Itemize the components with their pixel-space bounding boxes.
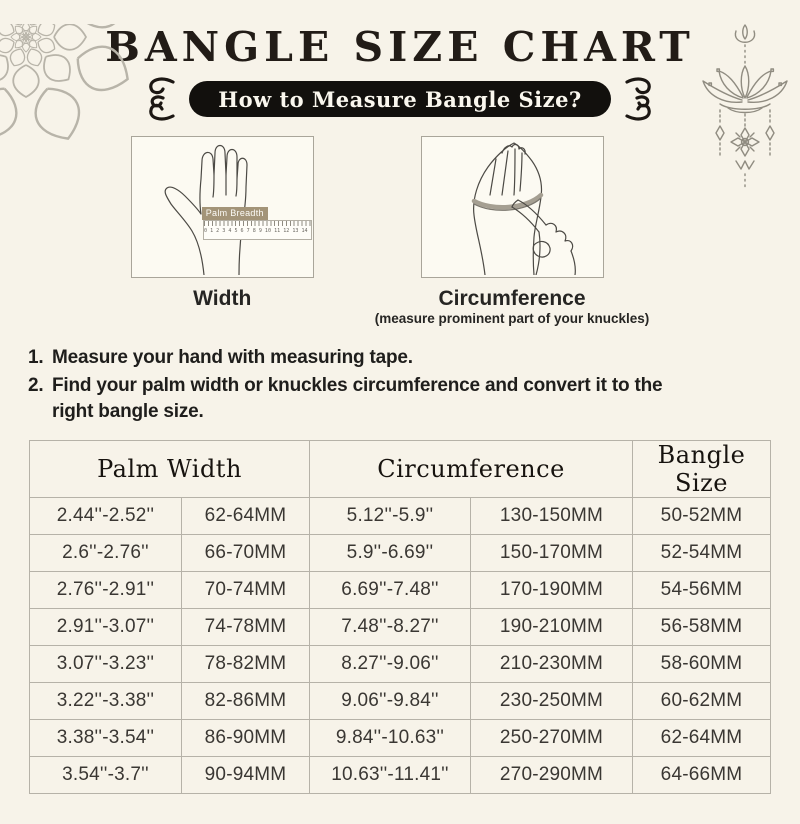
table-row [29,720,770,757]
bangle-size: 56-58MM [633,609,771,646]
bangle-size: 60-62MM [633,683,771,720]
table-row [29,683,770,720]
width-caption: Width [193,287,252,310]
instruction-2-number: 2. [28,375,44,396]
bangle-size: 54-56MM [633,572,771,609]
palm-width-mm: 74-78MM [181,609,309,646]
circumference-note: (measure prominent part of your knuckles) [374,311,650,326]
palm-width-in: 2.91''-3.07'' [29,609,181,646]
palm-breadth-label: Palm Breadth [202,207,268,220]
palm-width-in: 2.44''-2.52'' [29,498,181,535]
instruction-1-text: Measure your hand with measuring tape. [52,347,413,368]
palm-width-mm: 86-90MM [181,720,309,757]
palm-width-in: 3.22''-3.38'' [29,683,181,720]
circumference-mm: 210-230MM [471,646,633,683]
pinched-hand-measuring-icon [422,137,601,275]
instructions [28,345,800,425]
width-illustration [131,136,314,278]
circumference-mm: 270-290MM [471,757,633,794]
palm-width-mm: 70-74MM [181,572,309,609]
circumference-mm: 230-250MM [471,683,633,720]
palm-width-mm: 82-86MM [181,683,309,720]
bangle-size: 62-64MM [633,720,771,757]
header-bangle-size: Bangle Size [633,441,771,498]
hand-palm-icon [132,137,311,275]
lotus-hanging-ornament-icon [690,24,800,192]
bangle-size-chart-infographic [0,24,800,824]
table-row [29,572,770,609]
header-palm-width: Palm Width [29,441,309,498]
table-row [29,757,770,794]
circumference-figure-column [375,136,650,327]
circumference-in: 9.84''-10.63'' [310,720,471,757]
circumference-mm: 250-270MM [471,720,633,757]
flourish-squiggle-right-icon [624,77,656,121]
flourish-squiggle-left-icon [144,77,176,121]
circumference-in: 6.69''-7.48'' [310,572,471,609]
circumference-mm: 130-150MM [471,498,633,535]
instruction-2 [28,373,800,425]
circumference-mm: 170-190MM [471,572,633,609]
bangle-size: 58-60MM [633,646,771,683]
palm-width-in: 2.76''-2.91'' [29,572,181,609]
mandala-flower-icon [0,24,135,169]
circumference-caption: Circumference [438,287,586,310]
table-row [29,646,770,683]
circumference-mm: 150-170MM [471,535,633,572]
bangle-size-table [29,440,771,794]
instruction-1 [28,345,800,371]
palm-width-mm: 90-94MM [181,757,309,794]
palm-width-mm: 78-82MM [181,646,309,683]
circumference-in: 9.06''-9.84'' [310,683,471,720]
bangle-size: 52-54MM [633,535,771,572]
instruction-2-text: Find your palm width or knuckles circumference and convert it to the right bangle size. [52,375,663,422]
ruler-numbers: 0 1 2 3 4 5 6 7 8 9 10 11 12 13 14 [203,228,308,234]
ruler [203,220,312,240]
banner-label: How to Measure Bangle Size? [218,86,582,112]
palm-width-mm: 62-64MM [181,498,309,535]
table-header-row [29,441,770,498]
width-figure-column [131,136,314,327]
bangle-size: 50-52MM [633,498,771,535]
palm-width-mm: 66-70MM [181,535,309,572]
palm-width-in: 3.38''-3.54'' [29,720,181,757]
circumference-in: 5.9''-6.69'' [310,535,471,572]
table-row [29,498,770,535]
palm-width-in: 3.54''-3.7'' [29,757,181,794]
palm-width-in: 3.07''-3.23'' [29,646,181,683]
bangle-size: 64-66MM [633,757,771,794]
table-row [29,535,770,572]
circumference-illustration [421,136,604,278]
circumference-in: 7.48''-8.27'' [310,609,471,646]
table-row [29,609,770,646]
circumference-in: 8.27''-9.06'' [310,646,471,683]
header-circumference: Circumference [310,441,633,498]
circumference-mm: 190-210MM [471,609,633,646]
palm-width-in: 2.6''-2.76'' [29,535,181,572]
circumference-in: 10.63''-11.41'' [310,757,471,794]
instruction-1-number: 1. [28,347,44,368]
circumference-in: 5.12''-5.9'' [310,498,471,535]
page-title: BANGLE SIZE CHART [105,23,695,71]
banner [189,81,611,117]
